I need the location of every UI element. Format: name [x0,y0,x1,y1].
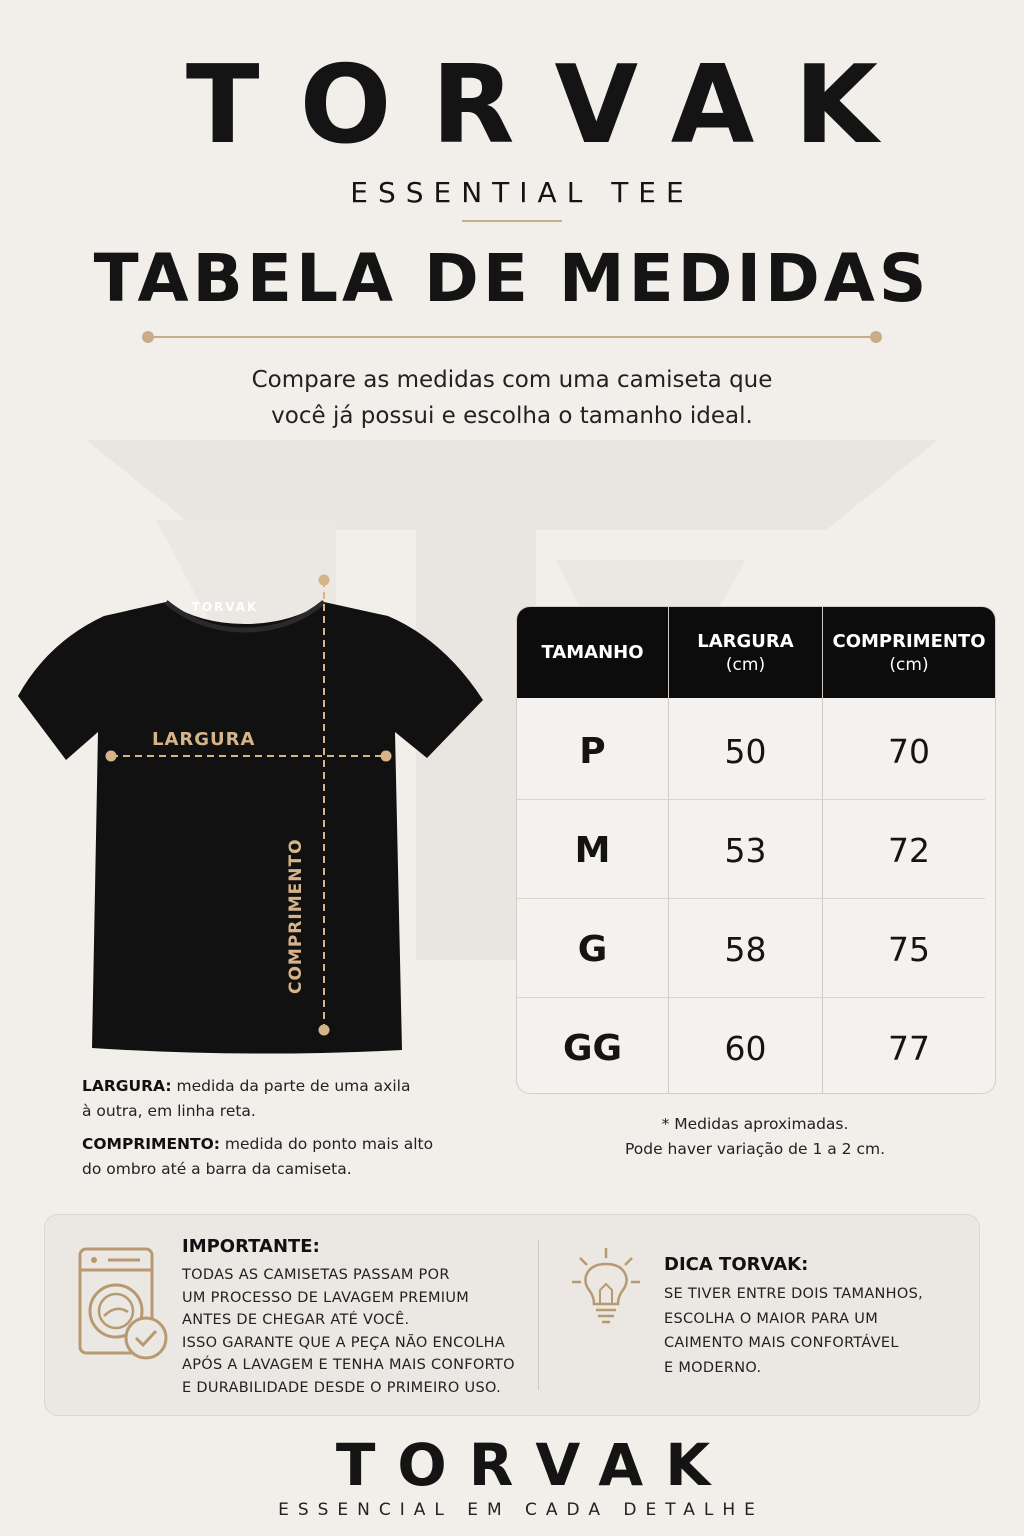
width-definition-text-1: medida da parte de uma axila [171,1077,411,1095]
width-definition-text-2: à outra, em linha reta. [82,1102,256,1120]
width-definition [82,1074,502,1124]
light-bulb-icon [570,1246,642,1328]
product-name: ESSENTIAL TEE [350,176,694,209]
divider-dot-left [142,331,154,343]
width-measure-label: LARGURA [152,729,256,750]
table-header [517,607,995,698]
width-cell-gg: 60 [724,1028,767,1068]
intro-text [0,362,1024,434]
length-cell-gg: 77 [888,1028,930,1068]
length-definition-term: COMPRIMENTO: [82,1135,220,1153]
length-definition-text-1: medida do ponto mais alto [219,1135,434,1153]
size-cell-gg: GG [562,1027,623,1069]
header-length-unit: (cm) [889,654,929,675]
header-length [823,607,995,698]
header-width [669,607,822,698]
tip-line-4: E MODERNO. [664,1359,762,1376]
tip-line-2: ESCOLHA O MAIOR PARA UM [664,1310,879,1327]
info-divider [538,1240,539,1390]
brand-slogan: ESSENCIAL EM CADA DETALHE [278,1500,764,1520]
width-cell-p: 50 [724,731,767,771]
length-cell-g: 75 [888,929,930,969]
width-cell-g: 58 [724,929,767,969]
tip-text [664,1282,964,1380]
size-cell-p: P [579,730,606,772]
important-line-6: E DURABILIDADE DESDE O PRIMEIRO USO. [182,1379,501,1396]
tip-line-3: CAIMENTO MAIS CONFORTÁVEL [664,1335,899,1351]
tip-title: DICA TORVAK: [664,1254,809,1275]
size-cell-m: M [574,829,611,871]
size-table [516,606,996,1094]
tip-line-1: SE TIVER ENTRE DOIS TAMANHOS, [664,1286,924,1302]
divider-short [462,220,562,222]
important-line-3: ANTES DE CHEGAR ATÉ VOCÊ. [182,1312,410,1328]
important-title: IMPORTANTE: [182,1236,320,1257]
brand-logo-top: TORVAK [185,43,919,168]
width-definition-term: LARGURA: [82,1077,172,1095]
length-definition-text-2: do ombro até a barra da camiseta. [82,1160,352,1178]
length-measure-label: COMPRIMENTO [286,838,306,994]
length-cell-m: 72 [888,830,930,870]
header-length-label: COMPRIMENTO [832,630,986,652]
note-line-2: Pode haver variação de 1 a 2 cm. [624,1140,886,1158]
length-definition [82,1132,502,1182]
intro-line-1: Compare as medidas com uma camiseta que [251,367,773,393]
header-width-label: LARGURA [697,630,794,652]
important-line-5: APÓS A LAVAGEM E TENHA MAIS CONFORTO [182,1357,515,1373]
brand-logo-bottom: TORVAK [335,1431,733,1499]
important-line-4: ISSO GARANTE QUE A PEÇA NÃO ENCOLHA [182,1334,506,1351]
intro-line-2: você já possui e escolha o tamanho ideal. [271,403,753,429]
size-cell-g: G [577,928,608,970]
measurement-note [600,1112,910,1162]
washing-machine-check-icon [76,1246,168,1364]
important-line-1: TODAS AS CAMISETAS PASSAM POR [182,1267,450,1283]
width-cell-m: 53 [724,830,767,870]
note-line-1: * Medidas aproximadas. [661,1115,849,1133]
page-title: TABELA DE MEDIDAS [93,240,931,317]
header-width-unit: (cm) [725,654,766,675]
important-line-2: UM PROCESSO DE LAVAGEM PREMIUM [182,1289,470,1306]
divider-line [148,336,876,338]
tshirt-brand-label: TORVAK [191,600,259,614]
divider-dot-right [870,331,882,343]
tshirt-illustration [14,550,494,1060]
important-text [182,1264,532,1399]
length-cell-p: 70 [888,731,930,771]
header-size-label: TAMANHO [541,642,644,663]
header-size [517,607,668,698]
